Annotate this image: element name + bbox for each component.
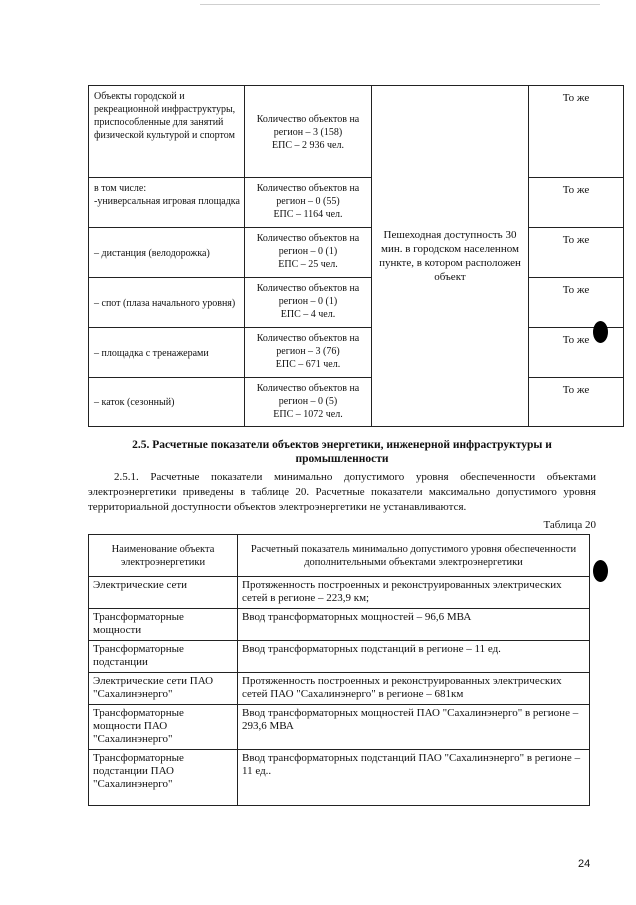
count-cell [245, 228, 372, 278]
count-line: Количество объектов на [256, 183, 360, 194]
punch-hole-mark [593, 560, 608, 582]
object-name-cell: Трансформаторные подстанции ПАО "Сахалинэнерго" [89, 750, 238, 806]
count-line: ЕПС – 1164 чел. [273, 209, 343, 220]
object-cell: Объекты городской и рекреационной инфраструктуры, приспособленные для занятий физической культурой и спортом [89, 86, 245, 178]
count-cell [245, 378, 372, 427]
count-line: регион – 3 (158) [273, 126, 343, 138]
punch-hole-mark [593, 321, 608, 343]
object-name-cell: Трансформаторные мощности [89, 609, 238, 641]
count-line: регион – 3 (76) [276, 346, 340, 357]
section-heading: 2.5. Расчетные показатели объектов энергетики, инженерной инфраструктуры и промышленности [132, 439, 552, 465]
table-row [89, 328, 624, 378]
count-line: Количество объектов на [256, 333, 360, 344]
section-paragraph: 2.5.1. Расчетные показатели минимально допустимого уровня обеспеченности объектами электроэнергетики приведены в таблице 20. Расчетные показатели максимально допустимого уровня территориальной доступности объектов электроэнергетики не устанавливаются. [88, 471, 596, 513]
indicator-cell: Ввод трансформаторных подстанций ПАО "Сахалинэнерго" в регионе – 11 ед.. [238, 750, 590, 806]
table-row [89, 577, 590, 609]
note-cell: То же [529, 178, 624, 228]
count-line: ЕПС – 671 чел. [275, 359, 341, 370]
count-line: Количество объектов на [256, 383, 360, 394]
object-name: -универсальная игровая площадка [94, 196, 240, 207]
indicator-cell: Протяженность построенных и реконструированных электрических сетей ПАО "Сахалинэнерго" в регионе – 681км [238, 673, 590, 705]
count-line: ЕПС – 4 чел. [280, 309, 336, 320]
object-cell: – спот (плаза начального уровня) [89, 278, 245, 328]
count-line: Количество объектов на [256, 113, 360, 125]
indicator-cell: Ввод трансформаторных мощностей ПАО "Сахалинэнерго" в регионе – 293,6 МВА [238, 705, 590, 750]
count-cell [245, 278, 372, 328]
note-cell: То же [529, 328, 624, 378]
table-row [89, 178, 624, 228]
object-subheading: в том числе: [94, 183, 147, 194]
table-row [89, 673, 590, 705]
count-cell [245, 328, 372, 378]
accessibility-cell: Пешеходная доступность 30 мин. в городском населенном пункте, в котором расположен объект [372, 86, 529, 427]
object-cell: – дистанция (велодорожка) [89, 228, 245, 278]
sports-facilities-table [88, 85, 624, 427]
table-row [89, 86, 624, 178]
table-header-row [89, 535, 590, 577]
table-row [89, 609, 590, 641]
object-name-cell: Трансформаторные мощности ПАО "Сахалинэнерго" [89, 705, 238, 750]
scan-top-edge [200, 4, 600, 5]
object-cell: – площадка с тренажерами [89, 328, 245, 378]
table-caption: Таблица 20 [543, 519, 596, 531]
object-name-cell: Трансформаторные подстанции [89, 641, 238, 673]
table-row [89, 641, 590, 673]
table-row [89, 705, 590, 750]
count-line: регион – 0 (1) [278, 246, 338, 257]
count-line: Количество объектов на [256, 233, 360, 244]
table-row [89, 228, 624, 278]
count-line: ЕПС – 2 936 чел. [272, 139, 344, 151]
count-line: ЕПС – 1072 чел. [273, 409, 343, 420]
note-cell: То же [529, 228, 624, 278]
electro-energy-table [88, 534, 590, 806]
count-line: регион – 0 (55) [276, 196, 340, 207]
table-row [89, 278, 624, 328]
count-line: регион – 0 (1) [278, 296, 338, 307]
object-name-cell: Электрические сети [89, 577, 238, 609]
indicator-cell: Протяженность построенных и реконструированных электрических сетей в регионе – 223,9 км; [238, 577, 590, 609]
count-line: регион – 0 (5) [278, 396, 338, 407]
count-line: Количество объектов на [256, 283, 360, 294]
table-row [89, 750, 590, 806]
count-cell [245, 178, 372, 228]
count-cell [245, 86, 372, 178]
note-cell: То же [529, 378, 624, 427]
column-header-name: Наименование объекта электроэнергетики [89, 535, 238, 577]
note-cell: То же [529, 86, 624, 178]
object-cell: – каток (сезонный) [89, 378, 245, 427]
note-cell: То же [529, 278, 624, 328]
table-row [89, 378, 624, 427]
indicator-cell: Ввод трансформаторных подстанций в регионе – 11 ед. [238, 641, 590, 673]
count-line: ЕПС – 25 чел. [278, 259, 338, 270]
indicator-cell: Ввод трансформаторных мощностей – 96,6 МВА [238, 609, 590, 641]
page-number: 24 [578, 858, 591, 870]
object-cell [89, 178, 245, 228]
column-header-value: Расчетный показатель минимально допустимого уровня обеспеченности дополнительными объектами электроэнергетики [238, 535, 590, 577]
object-name-cell: Электрические сети ПАО "Сахалинэнерго" [89, 673, 238, 705]
